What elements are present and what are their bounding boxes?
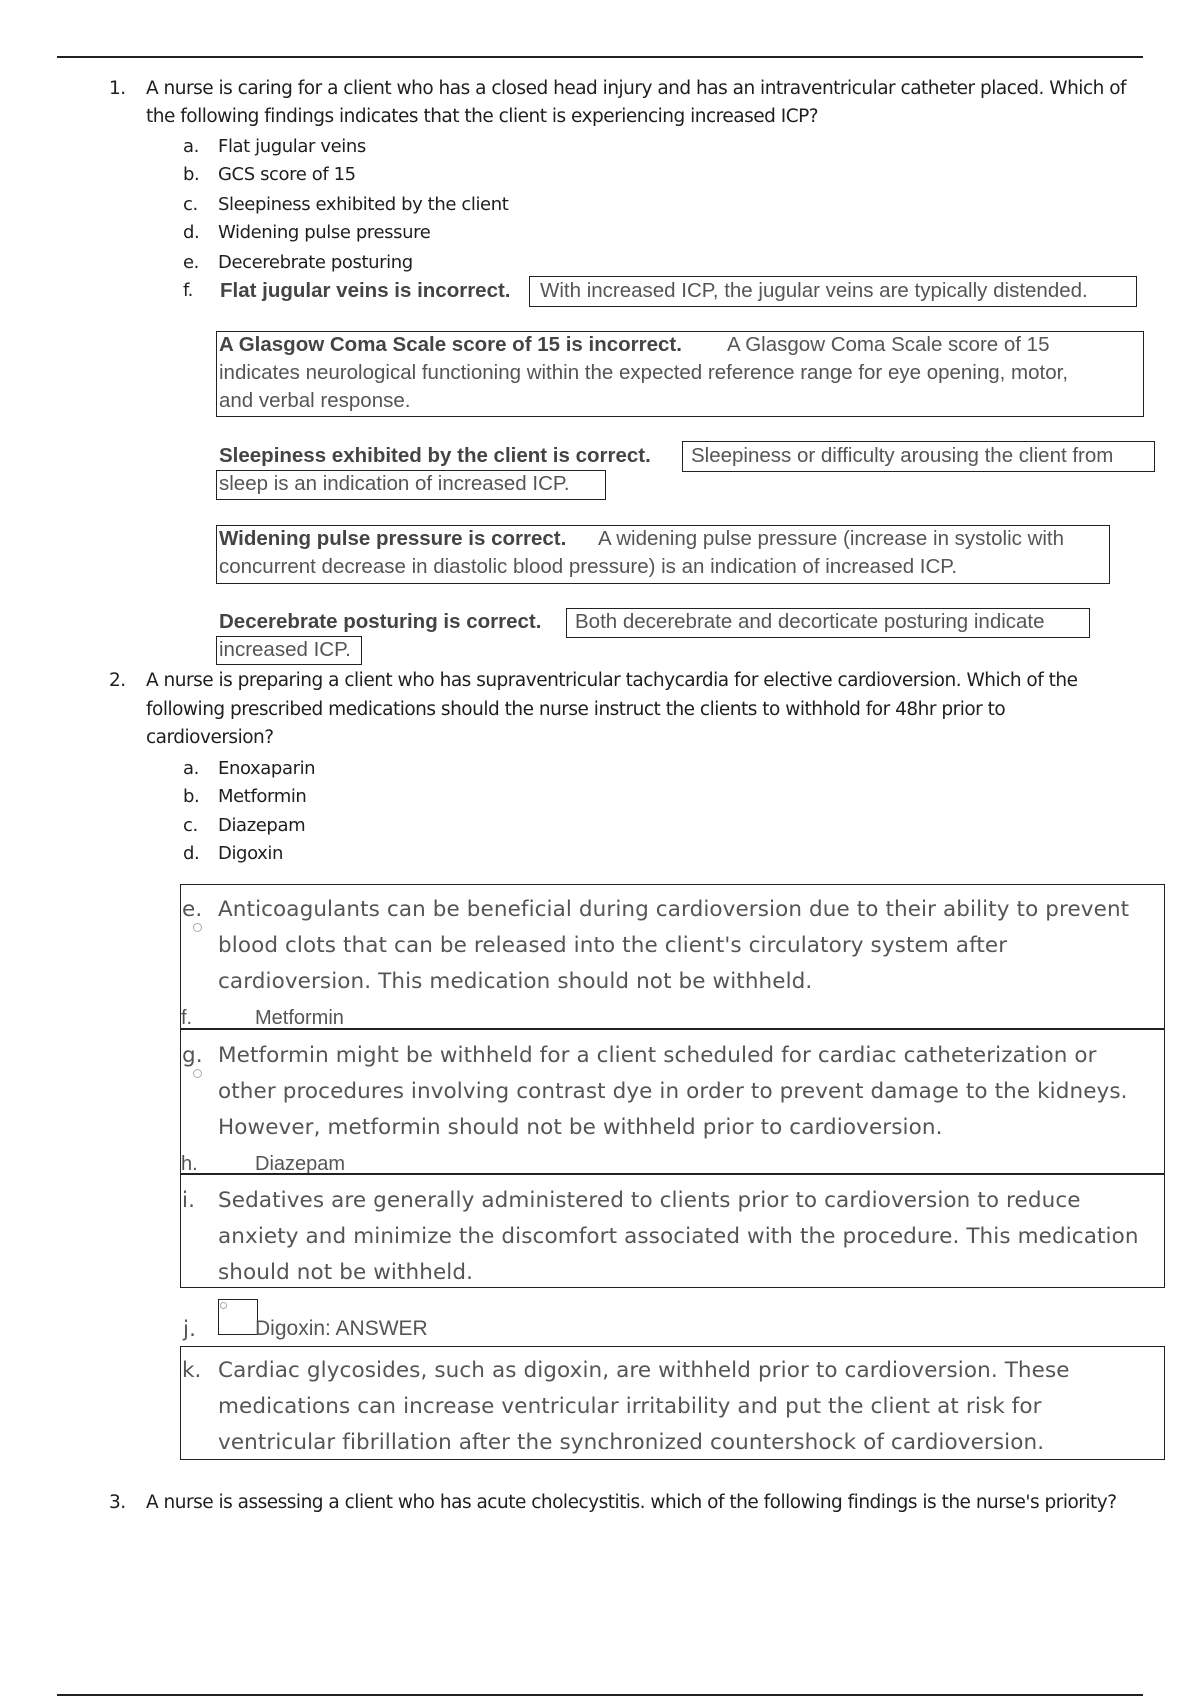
option-text: Diazepam	[218, 815, 306, 836]
explanation-text: Sleepiness or difficulty arousing the client from	[691, 444, 1114, 467]
option-text: Enoxaparin	[218, 758, 316, 779]
explanation-text: A Glasgow Coma Scale score of 15	[727, 333, 1050, 356]
option-letter: i.	[182, 1188, 196, 1213]
explanation-text: and verbal response.	[219, 389, 411, 412]
top-rule	[57, 56, 1143, 58]
feedback-text: Cardiac glycosides, such as digoxin, are withheld prior to cardioversion. These	[218, 1358, 1070, 1383]
question-number: 1.	[109, 78, 126, 99]
option-text: Diazepam	[255, 1153, 346, 1175]
option-letter: d.	[183, 222, 200, 243]
feedback-text: Metformin might be withheld for a client scheduled for cardiac catheterization or	[218, 1043, 1097, 1068]
question-text: A nurse is preparing a client who has supraventricular tachycardia for elective cardioversion. Which of the	[146, 670, 1078, 691]
answer-label: Digoxin: ANSWER	[255, 1317, 428, 1340]
option-letter: f.	[183, 280, 193, 301]
option-text: GCS score of 15	[218, 164, 356, 185]
option-letter: e.	[182, 897, 203, 922]
option-text: Metformin	[218, 786, 307, 807]
option-letter: b.	[183, 786, 200, 807]
feedback-text: medications can increase ventricular irritability and put the client at risk for	[218, 1394, 1042, 1419]
question-text: the following findings indicates that the client is experiencing increased ICP?	[146, 106, 819, 127]
explanation-text: sleep is an indication of increased ICP.	[219, 472, 570, 495]
question-number: 2.	[109, 670, 126, 691]
option-letter: c.	[183, 194, 198, 215]
option-text: Flat jugular veins	[218, 136, 366, 157]
option-letter: k.	[182, 1358, 202, 1383]
feedback-text: should not be withheld.	[218, 1260, 474, 1285]
explanation-text: concurrent decrease in diastolic blood pressure) is an indication of increased ICP.	[219, 555, 958, 578]
option-letter: a.	[183, 758, 199, 779]
explanation-verdict: A Glasgow Coma Scale score of 15 is incorrect.	[219, 333, 682, 356]
explanation-text: A widening pulse pressure (increase in systolic with	[598, 527, 1065, 550]
radio-icon	[193, 1069, 202, 1078]
explanation-verdict: Widening pulse pressure is correct.	[219, 527, 567, 550]
radio-icon	[220, 1302, 227, 1309]
explanation-text: increased ICP.	[219, 638, 351, 661]
option-letter: a.	[183, 136, 199, 157]
option-letter: b.	[183, 164, 200, 185]
feedback-text: blood clots that can be released into the client's circulatory system after	[218, 933, 1008, 958]
option-letter: d.	[183, 843, 200, 864]
explanation-text: Both decerebrate and decorticate posturing indicate	[575, 610, 1045, 633]
explanation-text: With increased ICP, the jugular veins are typically distended.	[540, 279, 1088, 302]
explanation-text: indicates neurological functioning within the expected reference range for eye opening, motor,	[219, 361, 1069, 384]
explanation-verdict: Sleepiness exhibited by the client is correct.	[219, 444, 651, 467]
explanation-verdict: Flat jugular veins is incorrect.	[220, 279, 511, 302]
explanation-verdict: Decerebrate posturing is correct.	[219, 610, 542, 633]
feedback-text: other procedures involving contrast dye in order to prevent damage to the kidneys.	[218, 1079, 1128, 1104]
option-text: Digoxin	[218, 843, 284, 864]
option-letter: j.	[183, 1317, 197, 1342]
option-text: Metformin	[255, 1007, 344, 1029]
option-text: Widening pulse pressure	[218, 222, 431, 243]
option-letter: f.	[181, 1007, 193, 1029]
feedback-text: Anticoagulants can be beneficial during cardioversion due to their ability to prevent	[218, 897, 1130, 922]
option-letter: c.	[183, 815, 198, 836]
option-text: Sleepiness exhibited by the client	[218, 194, 509, 215]
feedback-text: cardioversion. This medication should not be withheld.	[218, 969, 813, 994]
feedback-text: Sedatives are generally administered to clients prior to cardioversion to reduce	[218, 1188, 1081, 1213]
option-text: Decerebrate posturing	[218, 252, 413, 273]
bottom-rule	[57, 1694, 1143, 1696]
question-text: A nurse is assessing a client who has acute cholecystitis. which of the following findings is the nurse's priority?	[146, 1492, 1117, 1513]
option-letter: h.	[181, 1153, 198, 1175]
question-text: cardioversion?	[146, 727, 274, 748]
question-text: following prescribed medications should the nurse instruct the clients to withhold for 48hr prior to	[146, 699, 1006, 720]
feedback-text: ventricular fibrillation after the synchronized countershock of cardioversion.	[218, 1430, 1045, 1455]
option-letter: e.	[183, 252, 199, 273]
feedback-text: However, metformin should not be withheld prior to cardioversion.	[218, 1115, 943, 1140]
feedback-text: anxiety and minimize the discomfort associated with the procedure. This medication	[218, 1224, 1139, 1249]
question-number: 3.	[109, 1492, 126, 1513]
question-text: A nurse is caring for a client who has a closed head injury and has an intraventricular catheter placed. Which of	[146, 78, 1127, 99]
option-letter: g.	[182, 1043, 203, 1068]
radio-icon	[193, 923, 202, 932]
